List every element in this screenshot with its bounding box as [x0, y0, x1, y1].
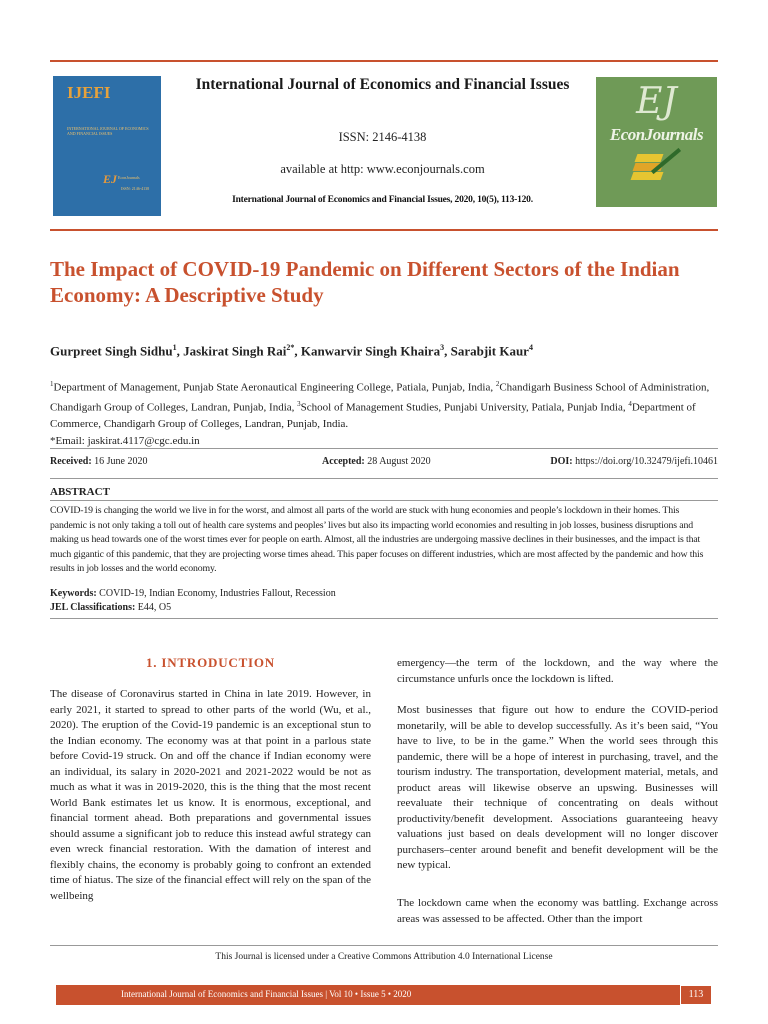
author-name: Jaskirat Singh Rai [183, 343, 287, 359]
author-sup: 2* [286, 343, 295, 352]
books-icon-layer-top [635, 154, 664, 162]
doi-label: DOI: [550, 456, 573, 467]
section-heading: 1. INTRODUCTION [145, 655, 275, 670]
article-title: The Impact of COVID-19 Pandemic on Different Sectors of the Indian Economy: A Descriptive Study [50, 257, 680, 307]
author-name: Kanwarvir Singh Khaira [300, 343, 441, 359]
body-paragraph: The lockdown came when the economy was battling. Exchange across areas was assessed to be affected. Other than the import [397, 897, 718, 925]
author-sup: 1 [172, 343, 177, 352]
author-name: Sarabjit Kaur [450, 343, 529, 359]
footer-journal: International Journal of Economics and Financial Issues | Vol 10 • Issue 5 • 2020 [121, 989, 412, 999]
cover-logo: EJ [103, 172, 118, 186]
page-number: 113 [680, 985, 712, 1005]
divider [50, 618, 718, 619]
divider [50, 448, 718, 449]
header-bottom-rule [50, 229, 718, 231]
author-name: Gurpreet Singh Sidhu [50, 343, 173, 359]
econjournals-logo [596, 77, 717, 207]
author-sup: 4 [528, 343, 533, 352]
keywords-block [50, 587, 718, 615]
cover-title: IJEFI [67, 83, 111, 102]
journal-issn: ISSN: 2146-4138 [338, 130, 427, 144]
received-date [50, 456, 148, 467]
cover-issn: ISSN: 2146-4138 [121, 186, 150, 191]
footer-divider [50, 945, 718, 946]
received-label: Received: [50, 456, 92, 467]
top-rule [50, 60, 718, 62]
affil-sup: 3 [297, 400, 301, 409]
abstract-text: COVID-19 is changing the world we live in for the worst, and almost all parts of the world are stuck with hung economies and people’s lockdown in their homes. This pandemic is not only taking a toll out of health care systems and peoples’ lives but also its impacting world economies and resulting in job losses, business disruptions and making us head towards one of the worst times ever for people on earth. Almost, all the industries are undergoing massive declines in their businesses, and the impact is that much gigantic of this pandemic, that they are projecting worse times ahead. This paper focuses on different industries, which are most affected by the pandemic and how this results in job losses and the world economy. [50, 505, 704, 574]
received-value: 16 June 2020 [94, 456, 148, 467]
journal-title: International Journal of Economics and Financial Issues [195, 76, 570, 93]
cover-publisher: EconJournals [118, 175, 140, 180]
journal-url[interactable]: available at http: www.econjournals.com [280, 162, 485, 176]
accepted-label: Accepted: [322, 456, 365, 467]
cover-subtitle: INTERNATIONAL JOURNAL OF ECONOMICS AND FINANCIAL ISSUES [67, 126, 149, 136]
affil-sup: 1 [50, 380, 54, 388]
affiliations [50, 376, 718, 449]
jel-label: JEL Classifications: [50, 602, 136, 613]
affiliation-text: Department of Commerce, Chandigarh Group of Colleges, Landran, Punjab, India. [50, 401, 696, 431]
journal-citation: International Journal of Economics and Financial Issues, 2020, 10(5), 113-120. [232, 195, 533, 205]
body-paragraph: Most businesses that figure out how to endure the COVID-period monetarily, will be able to develop successfully. As it’s been said, “You have to live, to be in the game.” When the world sees through this pandemic, there will be a hope of interest in purchasing, travel, and the tourism industry. The transportation, development material, metals, and product areas will likewise observe an upswing. Businesses will reevaluate their technique of concentrating on deals without productivity/benefit development. Associations guaranteeing heavy valuations just based on deals development will no longer discover purchasers–center around benefit and benefit development will be the new typical. [397, 704, 718, 871]
affil-sup: 4 [628, 400, 632, 409]
divider [50, 500, 718, 501]
affiliation-text: Department of Management, Punjab State Aeronautical Engineering College, Patiala, Punjab, India, [53, 381, 496, 394]
corresponding-email[interactable]: *Email: jaskirat.4117@cgc.edu.in [50, 434, 200, 447]
accepted-date [322, 456, 431, 467]
affiliation-text: School of Management Studies, Punjabi University, Patiala, Punjab India, [300, 401, 629, 414]
article-dates [50, 456, 718, 472]
body-paragraph: The disease of Coronavirus started in China in late 2019. However, in early 2021, it started to spread to other parts of the world (Wu, et al., 2020). The eruption of the Covid-19 pandemic is an exceptional stun to the Indian economy. The economy was at that point in a parlous state before Covid-19 struck. On and off the chance if Indian economy were an individual, its salary in 2020-2021 and 2021-2022 would be not as much as what it was in 2019-2020, this is the thing that the most recent World Bank estimates let us know. It is enormous, exceptional, and financial torment ahead. Both preparations and governmental issues should assume a significant job to reduce this instead awful strategy can even wreck financial restoration. With the damation of interest and flexibly chains, the economy is probably going to confront an extended time of hiatus. The size of the financial effect will rely on the span of the wellbeing [50, 688, 371, 902]
keywords-value: COVID-19, Indian Economy, Industries Fallout, Recession [99, 588, 336, 599]
jel-value: E44, O5 [137, 602, 172, 613]
affil-sup: 2 [495, 380, 500, 388]
keywords-label: Keywords: [50, 588, 97, 599]
accepted-value: 28 August 2020 [367, 456, 431, 467]
running-footer [56, 985, 712, 1005]
ej-mark: EJ [636, 81, 677, 122]
body-paragraph: emergency—the term of the lockdown, and the way where the circumstance unfurls once the lockdown is lifted. [397, 657, 718, 685]
divider [50, 478, 718, 479]
doi [550, 456, 718, 467]
ej-name: EconJournals [609, 125, 704, 144]
doi-link[interactable]: https://doi.org/10.32479/ijefi.10461 [575, 456, 718, 467]
abstract-heading: ABSTRACT [50, 486, 110, 498]
affiliation-text: Chandigarh Business School of Administration, Chandigarh Group of Colleges, Landran, Punjab, India, [50, 381, 710, 414]
license-notice: This Journal is licensed under a Creative Commons Attribution 4.0 International License [215, 952, 553, 962]
books-icon [631, 172, 664, 180]
journal-cover-image [53, 76, 161, 216]
author-list: Gurpreet Singh Sidhu$^1$, Jaskirat Singh Rai$^{2*}$, Kanwarvir Singh Khaira$^3$, Sarabjit Kaur$^4$ [50, 343, 533, 359]
author-sup: 3 [440, 343, 445, 352]
